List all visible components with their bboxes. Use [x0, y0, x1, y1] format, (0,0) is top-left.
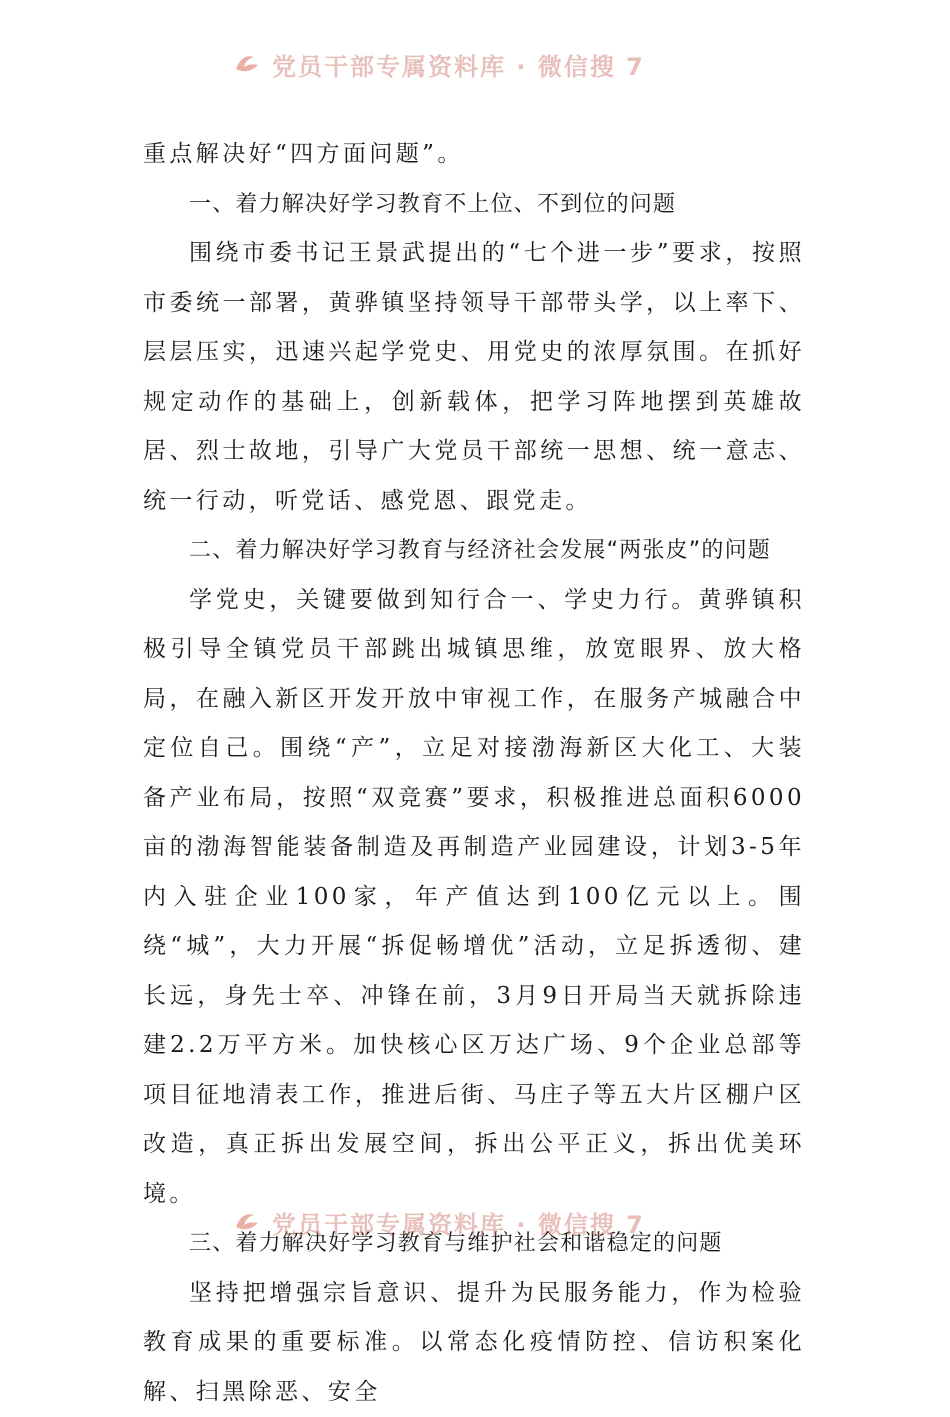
watermark-top [0, 36, 950, 80]
paragraph-section-3: 坚持把增强宗旨意识、提升为民服务能力，作为检验教育成果的重要标准。以常态化疫情防控、信访积案化解、扫黑除恶、安全 [143, 1269, 805, 1417]
watermark-text: 党员干部专属资料库 · 微信搜 7 [272, 47, 645, 81]
section-heading-1: 一、着力解决好学习教育不上位、不到位的问题 [143, 180, 805, 230]
paragraph-section-1: 围绕市委书记王景武提出的“七个进一步”要求，按照市委统一部署，黄骅镇坚持领导干部带头学，以上率下、层层压实，迅速兴起学党史、用党史的浓厚氛围。在抓好规定动作的基础上，创新载体，把学习阵地摆到英雄故居、烈士故地，引导广大党员干部统一思想、统一意志、统一行动，听党话、感党恩、跟党走。 [143, 229, 805, 526]
section-heading-2: 二、着力解决好学习教育与经济社会发展“两张皮”的问题 [143, 526, 805, 576]
section-heading-3: 三、着力解决好学习教育与维护社会和谐稳定的问题 [143, 1219, 805, 1269]
paragraph-section-2: 学党史，关键要做到知行合一、学史力行。黄骅镇积极引导全镇党员干部跳出城镇思维，放宽眼界、放大格局，在融入新区开发开放中审视工作，在服务产城融合中定位自己。围绕“产”，立足对接渤海新区大化工、大装备产业布局，按照“双竞赛”要求，积极推进总面积6000亩的渤海智能装备制造及再制造产业园建设，计划3-5年内入驻企业100家，年产值达到100亿元以上。围绕“城”，大力开展“拆促畅增优”活动，立足拆透彻、建长远，身先士卒、冲锋在前，3月9日开局当天就拆除违建2.2万平方米。加快核心区万达广场、9个企业总部等项目征地清表工作，推进后街、马庄子等五大片区棚户区改造，真正拆出发展空间，拆出公平正义，拆出优美环境。 [143, 576, 805, 1220]
watermark-text: 党员干部专属资料库 · 微信搜 7 [272, 1205, 645, 1240]
watermark-logo-icon [232, 49, 262, 79]
watermark-bottom [0, 1196, 950, 1240]
watermark-logo-icon [232, 1207, 262, 1237]
paragraph-intro: 重点解决好“四方面问题”。 [143, 130, 805, 180]
